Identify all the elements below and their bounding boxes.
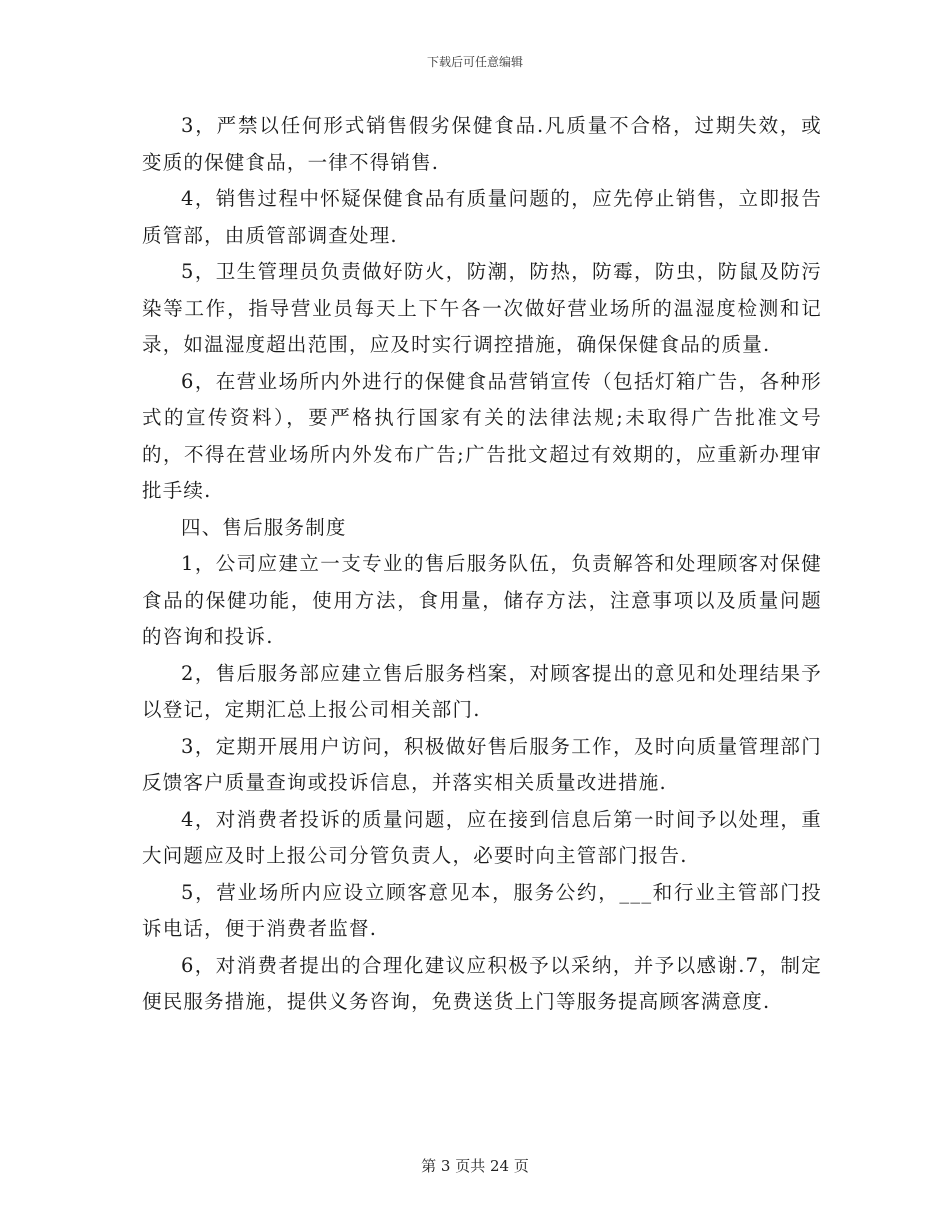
service-paragraph-2: 2，售后服务部应建立售后服务档案，对顾客提出的意见和处理结果予以登记，定期汇总上报公司相关部门. bbox=[142, 661, 822, 721]
section-heading: 四、售后服务制度 bbox=[181, 515, 347, 539]
service-paragraph-4: 4，对消费者投诉的质量问题，应在接到信息后第一时间予以处理，重大问题应及时上报公司分管负责人，必要时向主管部门报告. bbox=[142, 807, 822, 867]
header-note: 下载后可任意编辑 bbox=[426, 55, 523, 69]
page-number: 第 3 页共 24 页 bbox=[421, 1157, 529, 1175]
service-paragraph-5: 5，营业场所内应设立顾客意见本，服务公约，___和行业主管部门投诉电话，便于消费者监督. bbox=[142, 880, 822, 940]
paragraph-6: 6，在营业场所内外进行的保健食品营销宣传（包括灯箱广告，各种形式的宣传资料），要严格执行国家有关的法律法规;未取得广告批准文号的，不得在营业场所内外发布广告;广告批文超过有效期的，应重新办理审批手续. bbox=[142, 369, 822, 502]
service-paragraph-1: 1，公司应建立一支专业的售后服务队伍，负责解答和处理顾客对保健食品的保健功能，使用方法，食用量，储存方法，注意事项以及质量问题的咨询和投诉. bbox=[142, 552, 822, 648]
paragraph-4: 4，销售过程中怀疑保健食品有质量问题的，应先停止销售，立即报告质管部，由质管部调查处理. bbox=[142, 187, 822, 247]
service-paragraph-3: 3，定期开展用户访问，积极做好售后服务工作，及时向质量管理部门反馈客户质量查询或投诉信息，并落实相关质量改进措施. bbox=[142, 734, 822, 794]
paragraph-3: 3，严禁以任何形式销售假劣保健食品.凡质量不合格，过期失效，或变质的保健食品，一律不得销售. bbox=[142, 114, 822, 174]
document-body bbox=[142, 108, 822, 1021]
service-paragraph-6: 6，对消费者提出的合理化建议应积极予以采纳，并予以感谢.7，制定便民服务措施，提供义务咨询，免费送货上门等服务提高顾客满意度. bbox=[142, 953, 822, 1013]
paragraph-5: 5，卫生管理员负责做好防火，防潮，防热，防霉，防虫，防鼠及防污染等工作，指导营业员每天上下午各一次做好营业场所的温湿度检测和记录，如温湿度超出范围，应及时实行调控措施，确保保健食品的质量. bbox=[142, 260, 822, 356]
